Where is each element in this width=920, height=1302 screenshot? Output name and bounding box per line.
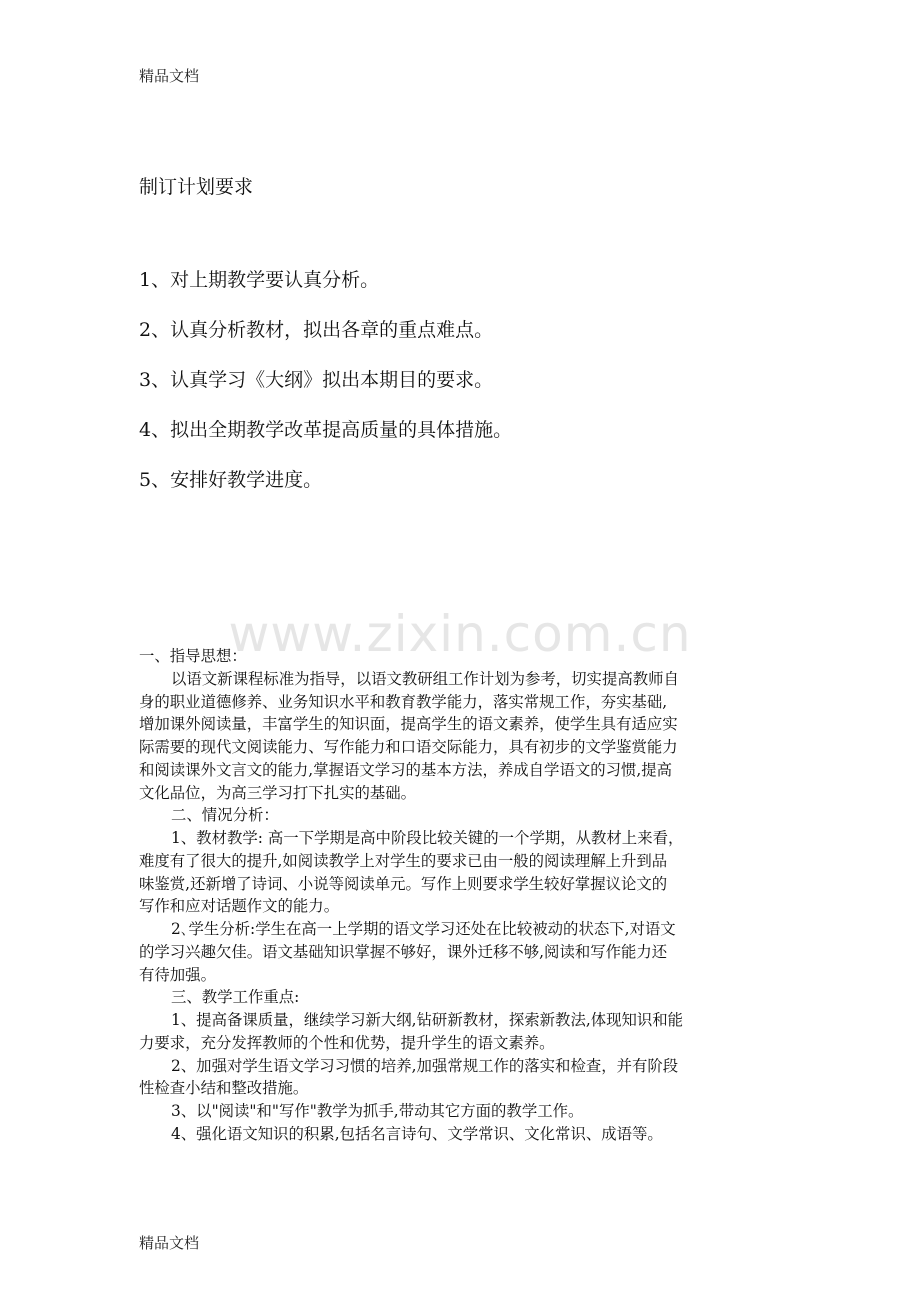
paragraph-line: 增加课外阅读量，丰富学生的知识面，提高学生的语文素养，使学生具有适应实 — [139, 715, 678, 734]
section-heading: 三、教学工作重点: — [171, 988, 300, 1007]
paragraph-line: 文化品位，为高三学习打下扎实的基础。 — [139, 783, 417, 802]
paragraph-line: 写作和应对话题作文的能力。 — [139, 897, 340, 916]
page-footer-label: 精品文档 — [139, 1234, 200, 1252]
paragraph-line: 难度有了很大的提升,如阅读教学上对学生的要求已由一般的阅读理解上升到品 — [139, 851, 668, 870]
requirement-item: 3、认真学习《大纲》拟出本期目的要求。 — [139, 369, 494, 391]
paragraph-line: 1、提高备课质量，继续学习新大纲,钻研新教材，探索新教法,体现知识和能 — [171, 1011, 684, 1029]
section-heading: 二、情况分析： — [171, 806, 279, 825]
paragraph-line: 3、以"阅读"和"写作"教学为抓手,带动其它方面的教学工作。 — [171, 1102, 584, 1120]
plan-body-text — [139, 645, 784, 1146]
section-heading: 一、指导思想： — [139, 647, 247, 665]
paragraph-line: 2､学生分析:学生在高一上学期的语文学习还处在比较被动的状态下,对语文 — [171, 920, 676, 938]
plan-title: 制订计划要求 — [139, 176, 254, 198]
requirement-item: 2、认真分析教材，拟出各章的重点难点。 — [139, 319, 494, 341]
requirements-list — [139, 268, 839, 518]
paragraph-line: 力要求，充分发挥教师的个性和优势，提升学生的语文素养。 — [139, 1033, 555, 1052]
paragraph-line: 2、加强对学生语文学习习惯的培养,加强常规工作的落实和检查，并有阶段 — [171, 1056, 679, 1075]
paragraph-line: 4、强化语文知识的积累,包括名言诗句、文学常识、文化常识、成语等。 — [171, 1124, 663, 1143]
requirement-item: 1、对上期教学要认真分析。 — [139, 269, 380, 291]
requirement-item: 4、拟出全期教学改革提高质量的具体措施。 — [139, 419, 513, 441]
paragraph-line: 的学习兴趣欠佳。语文基础知识掌握不够好，课外迁移不够,阅读和写作能力还 — [139, 942, 668, 961]
page-header-label: 精品文档 — [139, 67, 200, 85]
paragraph-line: 性检查小结和整改措施。 — [139, 1079, 309, 1098]
watermark: www.zixin.com.cn — [228, 605, 692, 663]
requirement-item: 5、安排好教学进度。 — [139, 469, 323, 491]
paragraph-line: 身的职业道德修养、业务知识水平和教育教学能力，落实常规工作，夯实基础, — [139, 692, 668, 711]
paragraph-line: 以语文新课程标准为指导，以语文教研组工作计划为参考，切实提高教师自 — [171, 669, 679, 688]
paragraph-line: 和阅读课外文言文的能力,掌握语文学习的基本方法，养成自学语文的习惯,提高 — [139, 760, 673, 779]
paragraph-line: 味鉴赏,还新增了诗词、小说等阅读单元。写作上则要求学生较好掌握议论文的 — [139, 874, 668, 893]
paragraph-line: 1、教材教学: 高一下学期是高中阶段比较关键的一个学期，从教材上来看， — [171, 829, 684, 847]
paragraph-line: 有待加强。 — [139, 965, 216, 984]
paragraph-line: 际需要的现代文阅读能力、写作能力和口语交际能力，具有初步的文学鉴赏能力 — [139, 738, 678, 756]
